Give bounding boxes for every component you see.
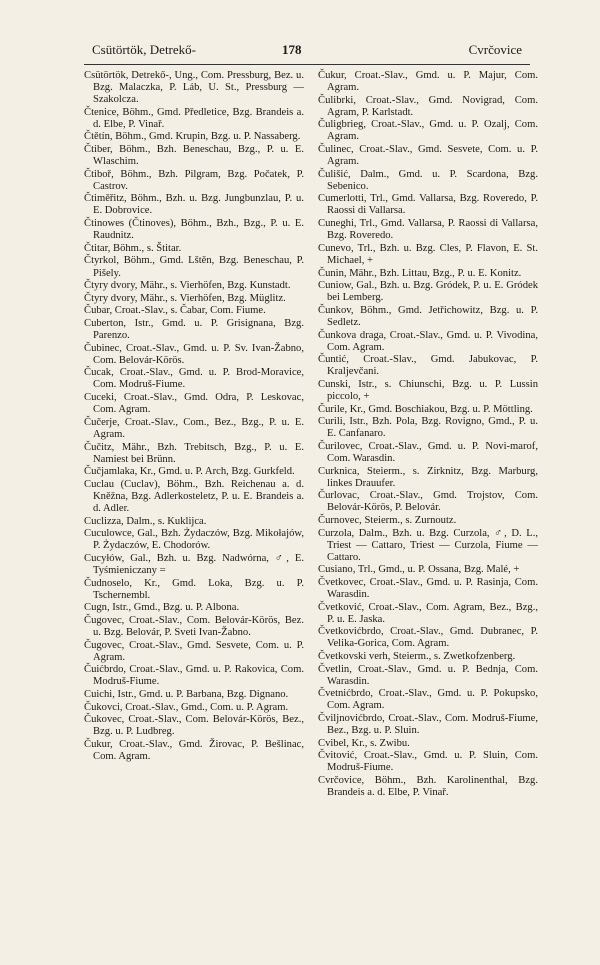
gazetteer-entry: Čurilovec, Croat.-Slav., Gmd. u. P. Novi-marof, Com. Warasdin.	[318, 440, 538, 464]
gazetteer-entry: Čtyrkol, Böhm., Gmd. Lštěn, Bzg. Beneschau, P. Pišely.	[84, 255, 304, 279]
gazetteer-entry: Cuculowce, Gal., Bzh. Żydaczów, Bzg. Mikołajów, P. Żydaczów, E. Chodorów.	[84, 528, 304, 552]
gazetteer-entry: Čtitar, Böhm., s. Štitar.	[84, 242, 182, 254]
gazetteer-entry: Čtinowes (Čtinoves), Böhm., Bzh., Bzg., P. u. E. Raudnitz.	[84, 218, 304, 242]
gazetteer-entry: Cuichi, Istr., Gmd. u. P. Barbana, Bzg. Dignano.	[84, 688, 289, 700]
page-number: 178	[282, 42, 302, 57]
gazetteer-entry: Cuneghi, Trl., Gmd. Vallarsa, P. Raossi di Vallarsa, Bzg. Roveredo.	[318, 218, 538, 242]
gazetteer-entry: Čudnoselo, Kr., Gmd. Loka, Bzg. u. P. Tschernembl.	[84, 577, 304, 601]
gazetteer-entry: Čvetkovec, Croat.-Slav., Gmd. u. P. Rasinja, Com. Warasdin.	[318, 576, 538, 601]
gazetteer-entry: Čukovec, Croat.-Slav., Com. Belovár-Körös, Bez., Bzg. u. P. Ludbreg.	[84, 714, 304, 738]
gazetteer-entry: Čulišić, Dalm., Gmd. u. P. Scardona, Bzg. Sebenico.	[318, 168, 538, 192]
gazetteer-entry: Cunski, Istr., s. Chiunschi, Bzg. u. P. Lussin piccolo, +	[318, 378, 538, 402]
gazetteer-entry: Čunkov, Böhm., Gmd. Jetřichowitz, Bzg. u. P. Sedletz.	[318, 304, 538, 328]
gazetteer-entry: Čvetlin, Croat.-Slav., Gmd. u. P. Bednja, Com. Warasdin.	[318, 663, 538, 687]
gazetteer-entry: Cvrčovice, Böhm., Bzh. Karolinenthal, Bzg. Brandeis a. d. Elbe, P. Vinař.	[318, 775, 538, 799]
gazetteer-entry: Čunkova draga, Croat.-Slav., Gmd. u. P. Vivodina, Com. Agram.	[318, 329, 538, 353]
gazetteer-entry: Čurnovec, Steierm., s. Zurnoutz.	[318, 514, 457, 526]
gazetteer-entry: Čukur, Croat.-Slav., Gmd. Žirovac, P. Bešlinac, Com. Agram.	[84, 738, 304, 762]
gazetteer-entry: Čučerje, Croat.-Slav., Com., Bez., Bzg., P. u. E. Agram.	[84, 416, 304, 440]
gazetteer-entry: Cuclizza, Dalm., s. Kuklijca.	[84, 515, 207, 527]
gazetteer-entry: Curzola, Dalm., Bzh. u. Bzg. Curzola, ♂, D. L., Triest — Cattaro, Triest — Curzola, Fiume — Cattaro.	[318, 527, 538, 563]
gazetteer-entry: Čucak, Croat.-Slav., Gmd. u. P. Brod-Moravice, Com. Modruš-Fiume.	[84, 367, 304, 391]
gazetteer-entry: Curili, Istr., Bzh. Pola, Bzg. Rovigno, Gmd., P. u. E. Canfanaro.	[318, 416, 538, 440]
gazetteer-entry: Čulibrki, Croat.-Slav., Gmd. Novigrad, Com. Agram, P. Karlstadt.	[318, 94, 538, 118]
gazetteer-entry: Cuniow, Gal., Bzh. u. Bzg. Gródek, P. u. E. Gródek bei Lemberg.	[318, 280, 538, 304]
header-rule	[84, 64, 530, 65]
gazetteer-entry: Čuićbrdo, Croat.-Slav., Gmd. u. P. Rakovica, Com. Modruš-Fiume.	[84, 664, 304, 688]
right-column	[318, 70, 538, 800]
gazetteer-entry: Cucyłów, Gal., Bzh. u. Bzg. Nadwórna, ♂, E. Tyśmieniczany =	[84, 552, 304, 576]
running-header	[92, 42, 522, 64]
gazetteer-entry: Čvetkovski verh, Steierm., s. Zwetkofzenberg.	[318, 651, 516, 663]
gazetteer-entry: Čukovci, Croat.-Slav., Gmd., Com. u. P. Agram.	[84, 701, 289, 713]
gazetteer-entry: Čtiměřitz, Böhm., Bzh. u. Bzg. Jungbunzlau, P. u. E. Dobrovice.	[84, 193, 304, 217]
gazetteer-entry: Cusiano, Trl., Gmd., u. P. Ossana, Bzg. Malé, +	[318, 564, 520, 576]
gazetteer-entry: Cuberton, Istr., Gmd. u. P. Grisignana, Bzg. Parenzo.	[84, 318, 304, 342]
left-column	[84, 70, 304, 764]
gazetteer-entry: Čukur, Croat.-Slav., Gmd. u. P. Majur, Com. Agram.	[318, 70, 538, 94]
gazetteer-entry: Čučjamlaka, Kr., Gmd. u. P. Arch, Bzg. Gurkfeld.	[84, 466, 295, 478]
gazetteer-entry: Čtětín, Böhm., Gmd. Krupin, Bzg. u. P. Nassaberg.	[84, 131, 301, 143]
gazetteer-entry: Čurlovac, Croat.-Slav., Gmd. Trojstov, Com. Belovár-Körös, P. Belovár.	[318, 490, 538, 514]
gazetteer-entry: Čugovec, Croat.-Slav., Com. Belovár-Körös, Bez. u. Bzg. Belovár, P. Sveti Ivan-Žabno.	[84, 614, 304, 638]
gazetteer-entry: Čtiboř, Böhm., Bzh. Pilgram, Bzg. Počatek, P. Castrov.	[84, 168, 304, 192]
gazetteer-entry: Čubinec, Croat.-Slav., Gmd. u. P. Sv. Ivan-Žabno, Com. Belovár-Körös.	[84, 342, 304, 366]
gazetteer-entry: Čtyry dvory, Mähr., s. Vierhöfen, Bzg. Kunstadt.	[84, 280, 291, 292]
gazetteer-entry: Cvibel, Kr., s. Zwibu.	[318, 737, 410, 749]
gazetteer-entry: Čunin, Mähr., Bzh. Littau, Bzg., P. u. E. Konitz.	[318, 267, 522, 279]
gazetteer-entry: Curknica, Steierm., s. Zirknitz, Bzg. Marburg, linkes Drauufer.	[318, 465, 538, 489]
gazetteer-entry: Čugovec, Croat.-Slav., Gmd. Sesvete, Com. u. P. Agram.	[84, 639, 304, 663]
gazetteer-entry: Čulinec, Croat.-Slav., Gmd. Sesvete, Com. u. P. Agram.	[318, 144, 538, 168]
gazetteer-entry: Cuceki, Croat.-Slav., Gmd. Odra, P. Leskovac, Com. Agram.	[84, 392, 304, 416]
gazetteer-entry: Čviljnovićbrdo, Croat.-Slav., Com. Modruš-Fiume, Bez., Bzg. u. P. Sluin.	[318, 713, 538, 737]
gazetteer-entry: Čtiber, Böhm., Bzh. Beneschau, Bzg., P. u. E. Wlaschim.	[84, 144, 304, 168]
gazetteer-entry: Čvetković, Croat.-Slav., Com. Agram, Bez., Bzg., P. u. E. Jaska.	[318, 601, 538, 625]
gazetteer-entry: Čubar, Croat.-Slav., s. Čabar, Com. Fiume.	[84, 305, 266, 317]
gazetteer-entry: Čtenice, Böhm., Gmd. Předletice, Bzg. Brandeis a. d. Elbe, P. Vinař.	[84, 106, 304, 130]
gazetteer-entry: Čuntić, Croat.-Slav., Gmd. Jabukovac, P. Kraljevčani.	[318, 354, 538, 378]
header-right: Cvrčovice	[468, 42, 522, 57]
gazetteer-entry: Čtyry dvory, Mähr., s. Vierhöfen, Bzg. Müglitz.	[84, 292, 286, 304]
gazetteer-entry: Čučitz, Mähr., Bzh. Trebitsch, Bzg., P. u. E. Namiest bei Brünn.	[84, 441, 304, 465]
gazetteer-entry: Čvetkovićbrdo, Croat.-Slav., Gmd. Dubranec, P. Velika-Gorica, Com. Agram.	[318, 626, 538, 650]
gazetteer-entry: Cumerlotti, Trl., Gmd. Vallarsa, Bzg. Roveredo, P. Raossi di Vallarsa.	[318, 193, 538, 217]
gazetteer-entry: Cunevo, Trl., Bzh. u. Bzg. Cles, P. Flavon, E. St. Michael, +	[318, 242, 538, 266]
gazetteer-entry: Čvetnićbrdo, Croat.-Slav., Gmd. u. P. Pokupsko, Com. Agram.	[318, 688, 538, 712]
gazetteer-entry: Čvitović, Croat.-Slav., Gmd. u. P. Sluin, Com. Modruš-Fiume.	[318, 750, 538, 774]
header-left: Csütörtök, Detrekő-	[92, 42, 196, 57]
gazetteer-entry: Čuligbrieg, Croat.-Slav., Gmd. u. P. Ozalj, Com. Agram.	[318, 119, 538, 143]
gazetteer-entry: Čurile, Kr., Gmd. Boschiakou, Bzg. u. P. Möttling.	[318, 403, 533, 415]
gazetteer-entry: Cuclau (Cuclav), Böhm., Bzh. Reichenau a. d. Kněžna, Bzg. Adlerkosteletz, P. u. E. Brandeis a. d. Adler.	[84, 478, 304, 514]
gazetteer-entry: Csütörtök, Detrekő-, Ung., Com. Pressburg, Bez. u. Bzg. Malaczka, P. Láb, U. St., Pressburg — Szakolcza.	[84, 70, 304, 106]
gazetteer-entry: Cugn, Istr., Gmd., Bzg. u. P. Albona.	[84, 602, 240, 614]
